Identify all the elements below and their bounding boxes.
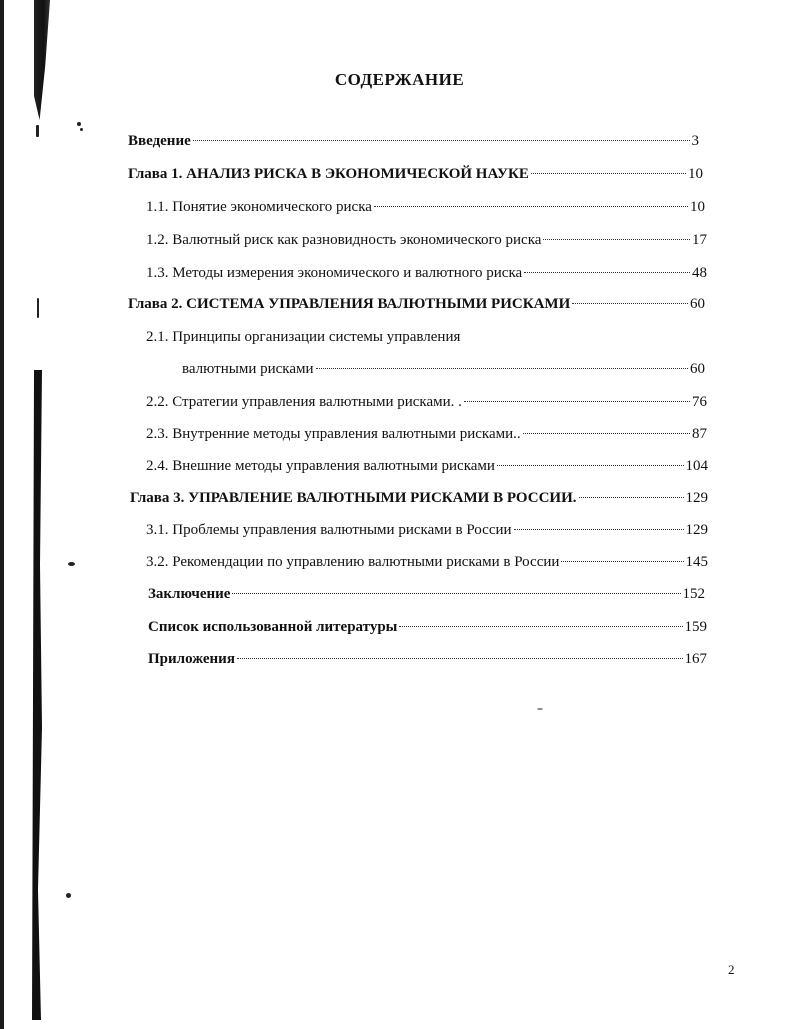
toc-entry-page: 48 [692, 265, 707, 281]
toc-entry-introduction [128, 133, 699, 150]
toc-dot-leader [514, 529, 684, 530]
toc-dot-leader [374, 206, 688, 207]
toc-entry-label: 1.3. Методы измерения экономического и валютного риска [146, 265, 523, 281]
toc-entry-label: 2.3. Внутренние методы управления валютными рисками.. [146, 426, 521, 442]
toc-entry-page: 104 [685, 458, 708, 474]
scan-speck [80, 128, 83, 131]
toc-dot-leader [464, 401, 690, 402]
toc-entry-section-3-1 [146, 522, 708, 539]
toc-entry-label: 1.1. Понятие экономического риска [146, 199, 372, 215]
toc-entry-page: 129 [685, 490, 708, 506]
toc-entry-label: Список использованной литературы [148, 619, 398, 635]
toc-entry-page: 145 [685, 554, 708, 570]
toc-dot-leader [572, 303, 688, 304]
toc-entry-label: Приложения [148, 651, 235, 667]
toc-entry-label: Глава 3. УПРАВЛЕНИЕ ВАЛЮТНЫМИ РИСКАМИ В РОССИИ. [130, 490, 577, 506]
toc-entry-section-1-3 [146, 265, 707, 282]
scan-binding-mark-top [34, 0, 50, 120]
toc-dot-leader [579, 497, 684, 498]
toc-entry-page: 10 [688, 166, 703, 182]
toc-entry-label: валютными рисками [182, 361, 314, 377]
toc-dot-leader [399, 626, 682, 627]
toc-entry-page: 152 [682, 586, 705, 602]
toc-dot-leader [543, 239, 690, 240]
toc-entry-appendices [148, 651, 707, 668]
toc-entry-page: 3 [691, 133, 699, 149]
scan-speck [537, 708, 543, 710]
scan-binding-mark-left [32, 370, 42, 1020]
toc-entry-label: Глава 2. СИСТЕМА УПРАВЛЕНИЯ ВАЛЮТНЫМИ РИСКАМИ [128, 296, 571, 312]
toc-entry-label: Заключение [148, 586, 231, 602]
toc-entry-page: 159 [684, 619, 707, 635]
scan-speck [68, 562, 75, 566]
scan-speck [37, 298, 39, 318]
toc-dot-leader [523, 433, 690, 434]
toc-dot-leader [237, 658, 683, 659]
toc-entry-page: 129 [685, 522, 708, 538]
toc-dot-leader [232, 593, 680, 594]
toc-dot-leader [524, 272, 690, 273]
toc-entry-label: Введение [128, 133, 191, 149]
toc-entry-label: Глава 1. АНАЛИЗ РИСКА В ЭКОНОМИЧЕСКОЙ НАУКЕ [128, 166, 529, 182]
toc-dot-leader [193, 140, 690, 141]
scan-speck [66, 893, 71, 898]
toc-entry-chapter-1 [128, 166, 703, 183]
toc-entry-section-2-3 [146, 426, 707, 443]
toc-dot-leader [531, 173, 686, 174]
toc-entry-section-3-2 [146, 554, 708, 571]
toc-entry-page: 17 [692, 232, 707, 248]
toc-entry-section-1-2 [146, 232, 707, 249]
toc-entry-label: 2.2. Стратегии управления валютными рисками. . [146, 394, 462, 410]
toc-entry-section-2-1-line2 [182, 361, 705, 378]
toc-entry-page: 60 [690, 296, 705, 312]
toc-entry-references [148, 619, 707, 636]
toc-entry-label: 3.2. Рекомендации по управлению валютными рисками в России [146, 554, 560, 570]
page-title: СОДЕРЖАНИЕ [334, 70, 465, 89]
toc-entry-chapter-3 [130, 490, 708, 507]
toc-entry-section-2-1-line1: 2.1. Принципы организации системы управления [146, 329, 461, 345]
page-number: 2 [728, 962, 735, 977]
scan-speck [36, 125, 39, 137]
toc-entry-section-2-4 [146, 458, 708, 475]
toc-entry-page: 10 [690, 199, 705, 215]
scan-edge-artifact [0, 0, 4, 1029]
toc-entry-section-2-2 [146, 394, 707, 411]
toc-entry-label: 2.4. Внешние методы управления валютными рисками [146, 458, 495, 474]
toc-entry-label: 1.2. Валютный риск как разновидность экономического риска [146, 232, 542, 248]
toc-entry-page: 76 [692, 394, 707, 410]
toc-entry-chapter-2 [128, 296, 705, 313]
toc-dot-leader [497, 465, 684, 466]
toc-dot-leader [561, 561, 683, 562]
toc-entry-page: 167 [684, 651, 707, 667]
scan-speck [77, 122, 81, 126]
toc-entry-label: 3.1. Проблемы управления валютными рисками в России [146, 522, 512, 538]
toc-entry-conclusion [148, 586, 705, 603]
toc-entry-page: 60 [690, 361, 705, 377]
toc-entry-page: 87 [692, 426, 707, 442]
toc-dot-leader [316, 368, 688, 369]
toc-entry-section-1-1 [146, 199, 705, 216]
